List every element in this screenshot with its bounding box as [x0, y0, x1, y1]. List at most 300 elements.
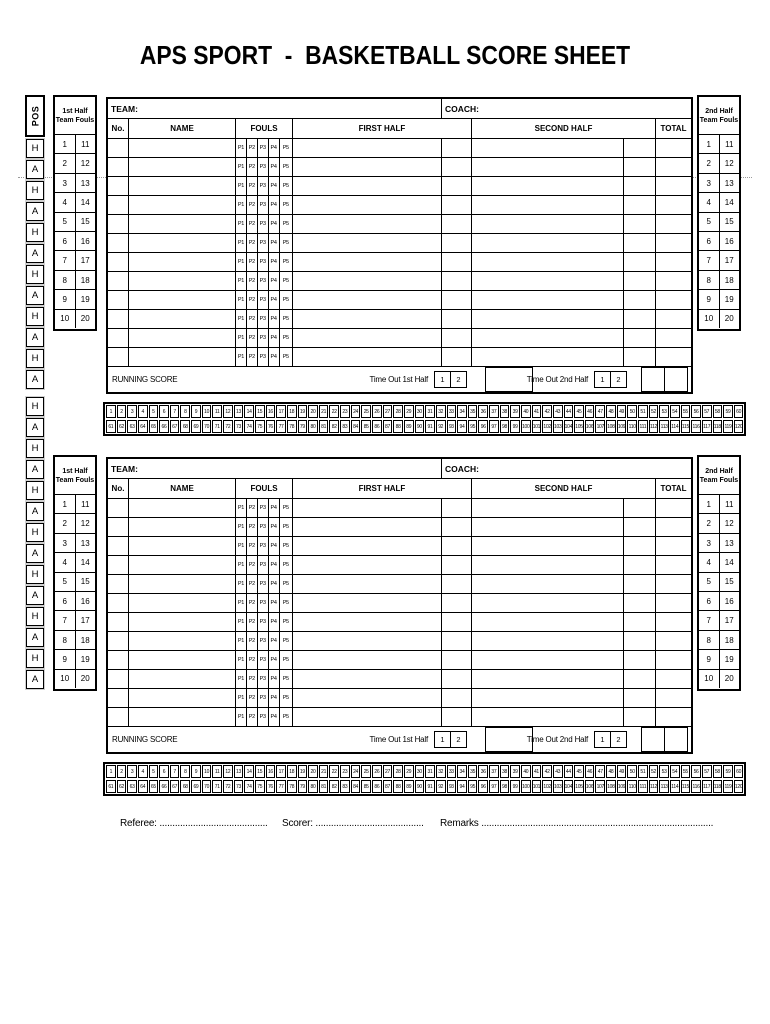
- foul-period-cell[interactable]: P5: [280, 499, 293, 517]
- running-score-number[interactable]: 73: [234, 420, 244, 433]
- player-name-cell[interactable]: [129, 215, 236, 233]
- player-no-cell[interactable]: [108, 575, 129, 593]
- running-score-number[interactable]: 68: [180, 420, 190, 433]
- running-score-number[interactable]: 99: [510, 420, 520, 433]
- player-no-cell[interactable]: [108, 537, 129, 555]
- running-score-number[interactable]: 25: [361, 765, 371, 778]
- foul-period-cell[interactable]: P3: [258, 272, 269, 290]
- team-foul-cell[interactable]: 1: [699, 135, 720, 153]
- first-half-score-cell[interactable]: [293, 139, 442, 157]
- running-score-empty-cell[interactable]: [664, 367, 688, 392]
- running-score-number[interactable]: 107: [595, 780, 605, 793]
- total-cell[interactable]: [656, 291, 691, 309]
- running-score-number[interactable]: 17: [276, 405, 286, 418]
- first-half-sub-cell[interactable]: [442, 556, 472, 574]
- running-score-number[interactable]: 13: [234, 405, 244, 418]
- running-score-number[interactable]: 70: [202, 420, 212, 433]
- foul-period-cell[interactable]: P4: [269, 632, 280, 650]
- running-score-number[interactable]: 15: [255, 405, 265, 418]
- running-score-number[interactable]: 93: [447, 780, 457, 793]
- running-score-number[interactable]: 86: [372, 780, 382, 793]
- running-score-number[interactable]: 51: [638, 765, 648, 778]
- running-score-number[interactable]: 28: [393, 405, 403, 418]
- first-half-sub-cell[interactable]: [442, 253, 472, 271]
- pos-cell-h[interactable]: H: [26, 139, 44, 158]
- first-half-sub-cell[interactable]: [442, 215, 472, 233]
- second-half-sub-cell[interactable]: [624, 689, 656, 707]
- running-score-empty-cell[interactable]: [641, 367, 665, 392]
- team-foul-cell[interactable]: 8: [699, 631, 720, 649]
- running-score-number[interactable]: 59: [723, 765, 733, 778]
- foul-period-cell[interactable]: P2: [247, 499, 258, 517]
- running-score-number[interactable]: 103: [553, 420, 563, 433]
- total-cell[interactable]: [656, 594, 691, 612]
- running-score-number[interactable]: 64: [138, 780, 148, 793]
- first-half-sub-cell[interactable]: [442, 310, 472, 328]
- running-score-number[interactable]: 105: [574, 420, 584, 433]
- first-half-sub-cell[interactable]: [442, 689, 472, 707]
- running-score-number[interactable]: 89: [404, 420, 414, 433]
- second-half-sub-cell[interactable]: [624, 575, 656, 593]
- foul-period-cell[interactable]: P5: [280, 215, 293, 233]
- first-half-sub-cell[interactable]: [442, 329, 472, 347]
- second-half-score-cell[interactable]: [472, 575, 624, 593]
- running-score-number[interactable]: 19: [298, 405, 308, 418]
- team-foul-cell[interactable]: 18: [724, 275, 734, 285]
- running-score-number[interactable]: 57: [702, 405, 712, 418]
- team-foul-cell[interactable]: 3: [699, 174, 720, 192]
- second-half-score-cell[interactable]: [472, 139, 624, 157]
- running-score-number[interactable]: 4: [138, 405, 148, 418]
- running-score-number[interactable]: 33: [447, 765, 457, 778]
- foul-period-cell[interactable]: P4: [269, 613, 280, 631]
- running-score-number[interactable]: 38: [500, 765, 510, 778]
- foul-period-cell[interactable]: P4: [269, 329, 280, 347]
- foul-period-cell[interactable]: P5: [280, 556, 293, 574]
- foul-period-cell[interactable]: P3: [258, 613, 269, 631]
- foul-period-cell[interactable]: P5: [280, 139, 293, 157]
- player-no-cell[interactable]: [108, 234, 129, 252]
- player-no-cell[interactable]: [108, 310, 129, 328]
- foul-period-cell[interactable]: P4: [269, 158, 280, 176]
- running-score-number[interactable]: 49: [617, 405, 627, 418]
- pos-cell-a[interactable]: A: [26, 328, 44, 347]
- second-half-score-cell[interactable]: [472, 310, 624, 328]
- pos-cell-h[interactable]: H: [26, 565, 44, 584]
- running-score-number[interactable]: 10: [202, 765, 212, 778]
- total-cell[interactable]: [656, 139, 691, 157]
- foul-period-cell[interactable]: P3: [258, 537, 269, 555]
- foul-period-cell[interactable]: P2: [247, 291, 258, 309]
- foul-period-cell[interactable]: P5: [280, 689, 293, 707]
- second-half-score-cell[interactable]: [472, 234, 624, 252]
- foul-period-cell[interactable]: P1: [236, 575, 247, 593]
- pos-cell-a[interactable]: A: [26, 244, 44, 263]
- team-foul-cell[interactable]: 14: [724, 197, 734, 207]
- running-score-number[interactable]: 114: [670, 420, 680, 433]
- player-no-cell[interactable]: [108, 613, 129, 631]
- running-score-number[interactable]: 27: [383, 405, 393, 418]
- running-score-number[interactable]: 101: [532, 420, 542, 433]
- team-foul-cell[interactable]: 2: [699, 154, 720, 172]
- running-score-number[interactable]: 16: [266, 765, 276, 778]
- total-cell[interactable]: [656, 329, 691, 347]
- foul-period-cell[interactable]: P1: [236, 310, 247, 328]
- running-score-number[interactable]: 69: [191, 420, 201, 433]
- running-score-number[interactable]: 113: [659, 420, 669, 433]
- foul-period-cell[interactable]: P1: [236, 291, 247, 309]
- player-no-cell[interactable]: [108, 348, 129, 366]
- foul-period-cell[interactable]: P3: [258, 139, 269, 157]
- running-score-number[interactable]: 118: [713, 420, 723, 433]
- running-score-number[interactable]: 119: [723, 420, 733, 433]
- foul-period-cell[interactable]: P1: [236, 594, 247, 612]
- foul-period-cell[interactable]: P2: [247, 234, 258, 252]
- running-score-number[interactable]: 116: [691, 420, 701, 433]
- timeout-second-box-2[interactable]: 2: [610, 731, 627, 748]
- running-score-number[interactable]: 52: [649, 765, 659, 778]
- second-half-sub-cell[interactable]: [624, 708, 656, 726]
- foul-period-cell[interactable]: P5: [280, 613, 293, 631]
- team-foul-cell[interactable]: 3: [55, 174, 76, 192]
- running-score-number[interactable]: 58: [713, 765, 723, 778]
- second-half-score-cell[interactable]: [472, 348, 624, 366]
- team-foul-cell[interactable]: 14: [80, 197, 90, 207]
- total-cell[interactable]: [656, 253, 691, 271]
- running-score-empty-cell[interactable]: [664, 727, 688, 752]
- foul-period-cell[interactable]: P1: [236, 215, 247, 233]
- running-score-number[interactable]: 37: [489, 765, 499, 778]
- pos-cell-a[interactable]: A: [26, 460, 44, 479]
- team-foul-cell[interactable]: 4: [55, 553, 76, 571]
- running-score-number[interactable]: 84: [351, 420, 361, 433]
- running-score-number[interactable]: 12: [223, 765, 233, 778]
- team-foul-cell[interactable]: 5: [699, 573, 720, 591]
- running-score-number[interactable]: 27: [383, 765, 393, 778]
- running-score-number[interactable]: 4: [138, 765, 148, 778]
- foul-period-cell[interactable]: P2: [247, 575, 258, 593]
- running-score-number[interactable]: 114: [670, 780, 680, 793]
- running-score-number[interactable]: 30: [415, 405, 425, 418]
- second-half-sub-cell[interactable]: [624, 594, 656, 612]
- first-half-score-cell[interactable]: [293, 215, 442, 233]
- second-half-score-cell[interactable]: [472, 537, 624, 555]
- first-half-score-cell[interactable]: [293, 556, 442, 574]
- running-score-number[interactable]: 55: [681, 765, 691, 778]
- first-half-score-cell[interactable]: [293, 329, 442, 347]
- team-foul-cell[interactable]: 5: [55, 213, 76, 231]
- running-score-number[interactable]: 36: [478, 765, 488, 778]
- team-foul-cell[interactable]: 1: [699, 495, 720, 513]
- player-name-cell[interactable]: [129, 234, 236, 252]
- foul-period-cell[interactable]: P5: [280, 329, 293, 347]
- foul-period-cell[interactable]: P4: [269, 177, 280, 195]
- foul-period-cell[interactable]: P2: [247, 310, 258, 328]
- team-foul-cell[interactable]: 20: [724, 314, 734, 324]
- running-score-number[interactable]: 82: [329, 780, 339, 793]
- team-foul-cell[interactable]: 1: [55, 495, 76, 513]
- running-score-number[interactable]: 110: [627, 780, 637, 793]
- foul-period-cell[interactable]: P3: [258, 556, 269, 574]
- first-half-sub-cell[interactable]: [442, 575, 472, 593]
- pos-cell-a[interactable]: A: [26, 502, 44, 521]
- foul-period-cell[interactable]: P3: [258, 158, 269, 176]
- pos-cell-h[interactable]: H: [26, 481, 44, 500]
- foul-period-cell[interactable]: P3: [258, 291, 269, 309]
- team-foul-cell[interactable]: 15: [724, 217, 734, 227]
- total-cell[interactable]: [656, 310, 691, 328]
- foul-period-cell[interactable]: P3: [258, 234, 269, 252]
- running-score-number[interactable]: 35: [468, 765, 478, 778]
- first-half-score-cell[interactable]: [293, 575, 442, 593]
- timeout-second-box-1[interactable]: 1: [594, 731, 611, 748]
- foul-period-cell[interactable]: P4: [269, 556, 280, 574]
- second-half-sub-cell[interactable]: [624, 139, 656, 157]
- first-half-sub-cell[interactable]: [442, 234, 472, 252]
- foul-period-cell[interactable]: P1: [236, 139, 247, 157]
- second-half-score-cell[interactable]: [472, 518, 624, 536]
- timeout-first-box-2[interactable]: 2: [450, 731, 467, 748]
- team-foul-cell[interactable]: 10: [699, 670, 720, 688]
- player-name-cell[interactable]: [129, 177, 236, 195]
- foul-period-cell[interactable]: P3: [258, 215, 269, 233]
- pos-cell-h[interactable]: H: [26, 397, 44, 416]
- second-half-score-cell[interactable]: [472, 177, 624, 195]
- team-foul-cell[interactable]: 3: [55, 534, 76, 552]
- player-no-cell[interactable]: [108, 499, 129, 517]
- pos-cell-a[interactable]: A: [26, 628, 44, 647]
- running-score-number[interactable]: 75: [255, 420, 265, 433]
- running-score-number[interactable]: 14: [244, 405, 254, 418]
- player-no-cell[interactable]: [108, 518, 129, 536]
- player-name-cell[interactable]: [129, 632, 236, 650]
- running-score-number[interactable]: 41: [532, 405, 542, 418]
- player-name-cell[interactable]: [129, 689, 236, 707]
- running-score-number[interactable]: 59: [723, 405, 733, 418]
- running-score-number[interactable]: 87: [383, 780, 393, 793]
- foul-period-cell[interactable]: P5: [280, 348, 293, 366]
- running-score-number[interactable]: 56: [691, 405, 701, 418]
- running-score-number[interactable]: 21: [319, 405, 329, 418]
- foul-period-cell[interactable]: P3: [258, 632, 269, 650]
- running-score-number[interactable]: 53: [659, 405, 669, 418]
- foul-period-cell[interactable]: P1: [236, 196, 247, 214]
- running-score-number[interactable]: 70: [202, 780, 212, 793]
- timeout-first-box-1[interactable]: 1: [434, 371, 451, 388]
- scorer-fill-line[interactable]: ..........................................: [315, 818, 424, 829]
- running-score-number[interactable]: 62: [117, 780, 127, 793]
- team-foul-cell[interactable]: 15: [80, 577, 90, 587]
- second-half-score-cell[interactable]: [472, 613, 624, 631]
- running-score-number[interactable]: 39: [510, 405, 520, 418]
- foul-period-cell[interactable]: P4: [269, 310, 280, 328]
- first-half-score-cell[interactable]: [293, 613, 442, 631]
- foul-period-cell[interactable]: P2: [247, 708, 258, 726]
- team-foul-cell[interactable]: 8: [55, 631, 76, 649]
- foul-period-cell[interactable]: P1: [236, 177, 247, 195]
- first-half-score-cell[interactable]: [293, 689, 442, 707]
- first-half-score-cell[interactable]: [293, 196, 442, 214]
- running-score-number[interactable]: 32: [436, 765, 446, 778]
- running-score-number[interactable]: 26: [372, 405, 382, 418]
- second-half-sub-cell[interactable]: [624, 310, 656, 328]
- running-score-number[interactable]: 32: [436, 405, 446, 418]
- team-foul-cell[interactable]: 18: [80, 635, 90, 645]
- running-score-number[interactable]: 67: [170, 420, 180, 433]
- second-half-score-cell[interactable]: [472, 594, 624, 612]
- player-name-cell[interactable]: [129, 139, 236, 157]
- running-score-number[interactable]: 91: [425, 420, 435, 433]
- second-half-score-cell[interactable]: [472, 253, 624, 271]
- running-score-number[interactable]: 43: [553, 765, 563, 778]
- running-score-number[interactable]: 43: [553, 405, 563, 418]
- pos-cell-h[interactable]: H: [26, 265, 44, 284]
- running-score-number[interactable]: 18: [287, 405, 297, 418]
- running-score-number[interactable]: 23: [340, 405, 350, 418]
- team-foul-cell[interactable]: 6: [55, 592, 76, 610]
- running-score-number[interactable]: 3: [127, 765, 137, 778]
- first-half-score-cell[interactable]: [293, 537, 442, 555]
- first-half-sub-cell[interactable]: [442, 291, 472, 309]
- team-foul-cell[interactable]: 4: [699, 193, 720, 211]
- running-score-number[interactable]: 80: [308, 420, 318, 433]
- running-score-empty-cell[interactable]: [641, 727, 665, 752]
- running-score-number[interactable]: 21: [319, 765, 329, 778]
- total-cell[interactable]: [656, 196, 691, 214]
- team-foul-cell[interactable]: 18: [724, 635, 734, 645]
- foul-period-cell[interactable]: P1: [236, 158, 247, 176]
- running-score-number[interactable]: 37: [489, 405, 499, 418]
- player-name-cell[interactable]: [129, 329, 236, 347]
- pos-cell-h[interactable]: H: [26, 349, 44, 368]
- running-score-number[interactable]: 7: [170, 405, 180, 418]
- running-score-number[interactable]: 2: [117, 765, 127, 778]
- running-score-number[interactable]: 84: [351, 780, 361, 793]
- running-score-number[interactable]: 5: [149, 405, 159, 418]
- total-cell[interactable]: [656, 575, 691, 593]
- running-score-number[interactable]: 81: [319, 420, 329, 433]
- running-score-number[interactable]: 56: [691, 765, 701, 778]
- player-name-cell[interactable]: [129, 594, 236, 612]
- foul-period-cell[interactable]: P4: [269, 291, 280, 309]
- pos-cell-a[interactable]: A: [26, 370, 44, 389]
- running-score-number[interactable]: 19: [298, 765, 308, 778]
- first-half-score-cell[interactable]: [293, 272, 442, 290]
- foul-period-cell[interactable]: P2: [247, 253, 258, 271]
- foul-period-cell[interactable]: P3: [258, 253, 269, 271]
- running-score-number[interactable]: 106: [585, 420, 595, 433]
- player-no-cell[interactable]: [108, 158, 129, 176]
- foul-period-cell[interactable]: P1: [236, 348, 247, 366]
- pos-cell-a[interactable]: A: [26, 586, 44, 605]
- foul-period-cell[interactable]: P4: [269, 499, 280, 517]
- running-score-number[interactable]: 89: [404, 780, 414, 793]
- first-half-score-cell[interactable]: [293, 518, 442, 536]
- running-score-number[interactable]: 119: [723, 780, 733, 793]
- first-half-sub-cell[interactable]: [442, 632, 472, 650]
- running-score-number[interactable]: 115: [681, 780, 691, 793]
- first-half-score-cell[interactable]: [293, 234, 442, 252]
- team-foul-cell[interactable]: 4: [699, 553, 720, 571]
- foul-period-cell[interactable]: P5: [280, 310, 293, 328]
- team-foul-cell[interactable]: 11: [725, 499, 734, 509]
- pos-cell-h[interactable]: H: [26, 523, 44, 542]
- foul-period-cell[interactable]: P1: [236, 537, 247, 555]
- running-score-number[interactable]: 95: [468, 420, 478, 433]
- running-score-number[interactable]: 8: [180, 405, 190, 418]
- first-half-score-cell[interactable]: [293, 158, 442, 176]
- second-half-score-cell[interactable]: [472, 158, 624, 176]
- pos-cell-a[interactable]: A: [26, 544, 44, 563]
- player-no-cell[interactable]: [108, 689, 129, 707]
- team-foul-cell[interactable]: 11: [81, 139, 90, 149]
- running-score-number[interactable]: 1: [106, 765, 116, 778]
- team-foul-cell[interactable]: 7: [55, 611, 76, 629]
- second-half-score-cell[interactable]: [472, 272, 624, 290]
- second-half-score-cell[interactable]: [472, 708, 624, 726]
- running-score-number[interactable]: 33: [447, 405, 457, 418]
- running-score-number[interactable]: 10: [202, 405, 212, 418]
- second-half-sub-cell[interactable]: [624, 215, 656, 233]
- team-foul-cell[interactable]: 16: [724, 596, 734, 606]
- team-foul-cell[interactable]: 17: [724, 616, 734, 626]
- running-score-number[interactable]: 76: [266, 780, 276, 793]
- total-cell[interactable]: [656, 215, 691, 233]
- team-foul-cell[interactable]: 12: [80, 159, 90, 169]
- team-foul-cell[interactable]: 12: [724, 159, 734, 169]
- foul-period-cell[interactable]: P3: [258, 310, 269, 328]
- running-score-number[interactable]: 61: [106, 420, 116, 433]
- team-foul-cell[interactable]: 12: [724, 519, 734, 529]
- running-score-number[interactable]: 94: [457, 780, 467, 793]
- team-foul-cell[interactable]: 19: [724, 654, 734, 664]
- running-score-number[interactable]: 108: [606, 780, 616, 793]
- team-foul-cell[interactable]: 14: [80, 557, 90, 567]
- first-half-sub-cell[interactable]: [442, 708, 472, 726]
- running-score-number[interactable]: 85: [361, 780, 371, 793]
- running-score-number[interactable]: 88: [393, 780, 403, 793]
- running-score-number[interactable]: 108: [606, 420, 616, 433]
- running-score-number[interactable]: 46: [585, 405, 595, 418]
- running-score-number[interactable]: 96: [478, 420, 488, 433]
- running-score-number[interactable]: 98: [500, 420, 510, 433]
- foul-period-cell[interactable]: P4: [269, 272, 280, 290]
- running-score-number[interactable]: 93: [447, 420, 457, 433]
- running-score-number[interactable]: 53: [659, 765, 669, 778]
- timeout-first-box-1[interactable]: 1: [434, 731, 451, 748]
- foul-period-cell[interactable]: P4: [269, 708, 280, 726]
- foul-period-cell[interactable]: P2: [247, 518, 258, 536]
- pos-cell-a[interactable]: A: [26, 286, 44, 305]
- running-score-number[interactable]: 49: [617, 765, 627, 778]
- total-cell[interactable]: [656, 670, 691, 688]
- player-name-cell[interactable]: [129, 537, 236, 555]
- foul-period-cell[interactable]: P1: [236, 234, 247, 252]
- team-foul-cell[interactable]: 5: [699, 213, 720, 231]
- foul-period-cell[interactable]: P3: [258, 177, 269, 195]
- player-no-cell[interactable]: [108, 139, 129, 157]
- second-half-sub-cell[interactable]: [624, 613, 656, 631]
- running-score-number[interactable]: 66: [159, 780, 169, 793]
- foul-period-cell[interactable]: P5: [280, 518, 293, 536]
- team-foul-cell[interactable]: 10: [55, 670, 76, 688]
- running-score-number[interactable]: 83: [340, 780, 350, 793]
- first-half-sub-cell[interactable]: [442, 139, 472, 157]
- running-score-number[interactable]: 63: [127, 780, 137, 793]
- second-half-score-cell[interactable]: [472, 670, 624, 688]
- team-foul-cell[interactable]: 9: [55, 290, 76, 308]
- running-score-number[interactable]: 62: [117, 420, 127, 433]
